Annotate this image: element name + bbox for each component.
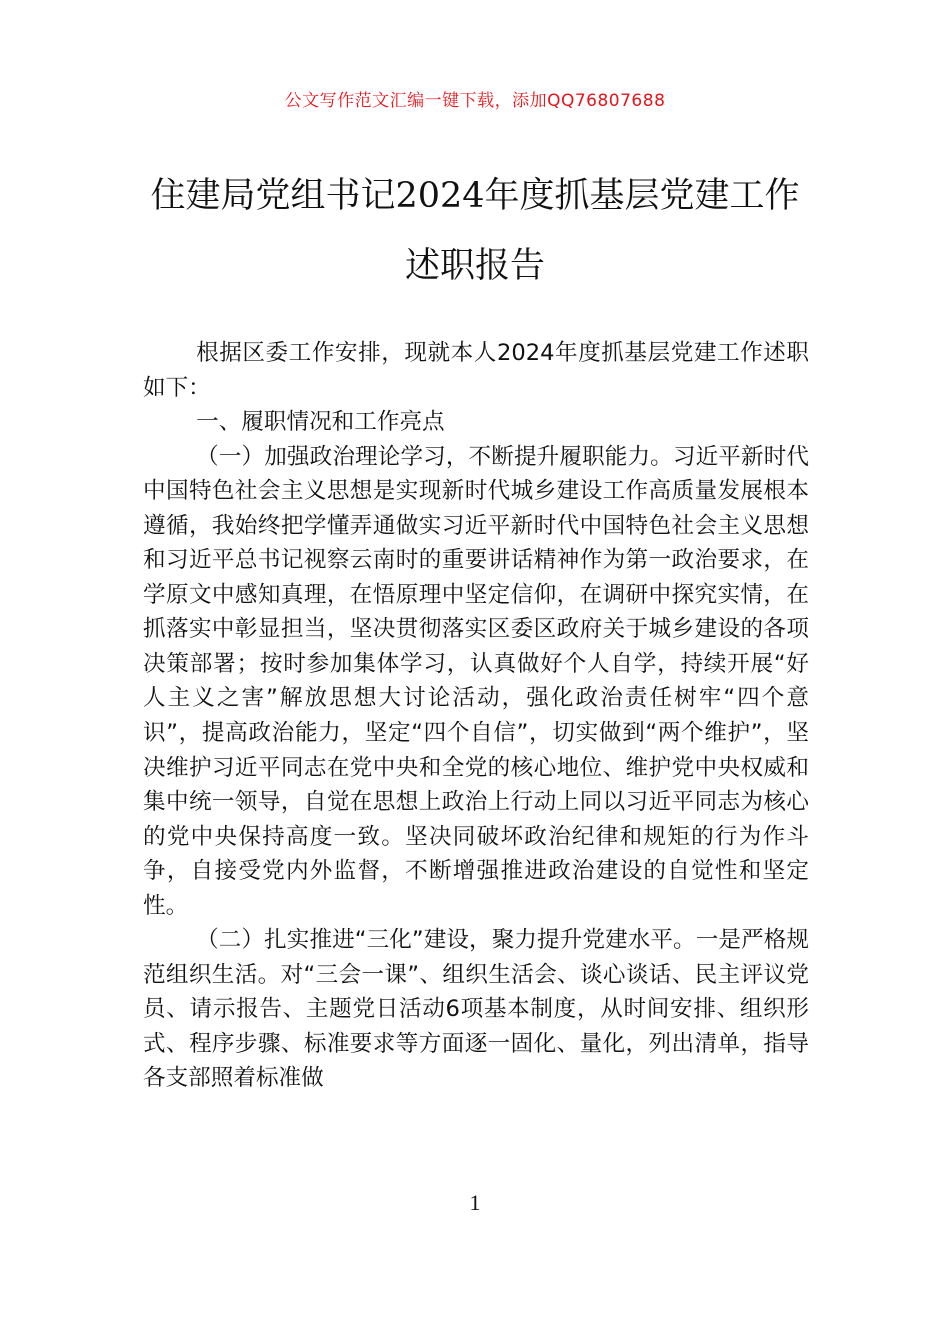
document-title-line-2: 述职报告 — [404, 246, 545, 286]
body-paragraph: （一）加强政治理论学习，不断提升履职能力。习近平新时代中国特色社会主义思想是实现新时代城乡建设工作高质量发展根本遵循，我始终把学懂弄通做实习近平新时代中国特色社会主义思想和习近平总书记视察云南时的重要讲话精神作为第一政治要求，在学原文中感知真理，在悟原理中坚定信仰，在调研中探究实情，在抓落实中彰显担当，坚决贯彻落实区委区政府关于城乡建设的各项决策部署；按时参加集体学习，认真做好个人自学，持续开展“好人主义之害”解放思想大讨论活动，强化政治责任树牢“四个意识”，提高政治能力，坚定“四个自信”，切实做到“两个维护”，坚决维护习近平同志在党中央和全党的核心地位、维护党中央权威和集中统一领导，自觉在思想上政治上行动上同以习近平同志为核心的党中央保持高度一致。坚决同破坏政治纪律和规矩的行为作斗争，自接受党内外监督，不断增强推进政治建设的自觉性和坚定性。 — [143, 443, 809, 919]
document-title-line-1: 住建局党组书记2024年度抓基层党建工作 — [150, 176, 800, 216]
intro-paragraph: 根据区委工作安排，现就本人2024年度抓基层党建工作述职如下： — [143, 340, 809, 401]
promo-banner: 公文写作范文汇编一键下载，添加QQ76807688 — [284, 91, 666, 111]
section-heading: 一、履职情况和工作亮点 — [196, 409, 445, 436]
body-paragraph: （二）扎实推进“三化”建设，聚力提升党建水平。一是严格规范组织生活。对“三会一课”、组织生活会、谈心谈话、民主评议党员、请示报告、主题党日活动6项基本制度，从时间安排、组织形式、程序步骤、标准要求等方面逐一固化、量化，列出清单，指导各支部照着标准做 — [143, 927, 809, 1092]
document-body — [143, 336, 809, 1096]
page-number: 1 — [469, 1190, 481, 1215]
